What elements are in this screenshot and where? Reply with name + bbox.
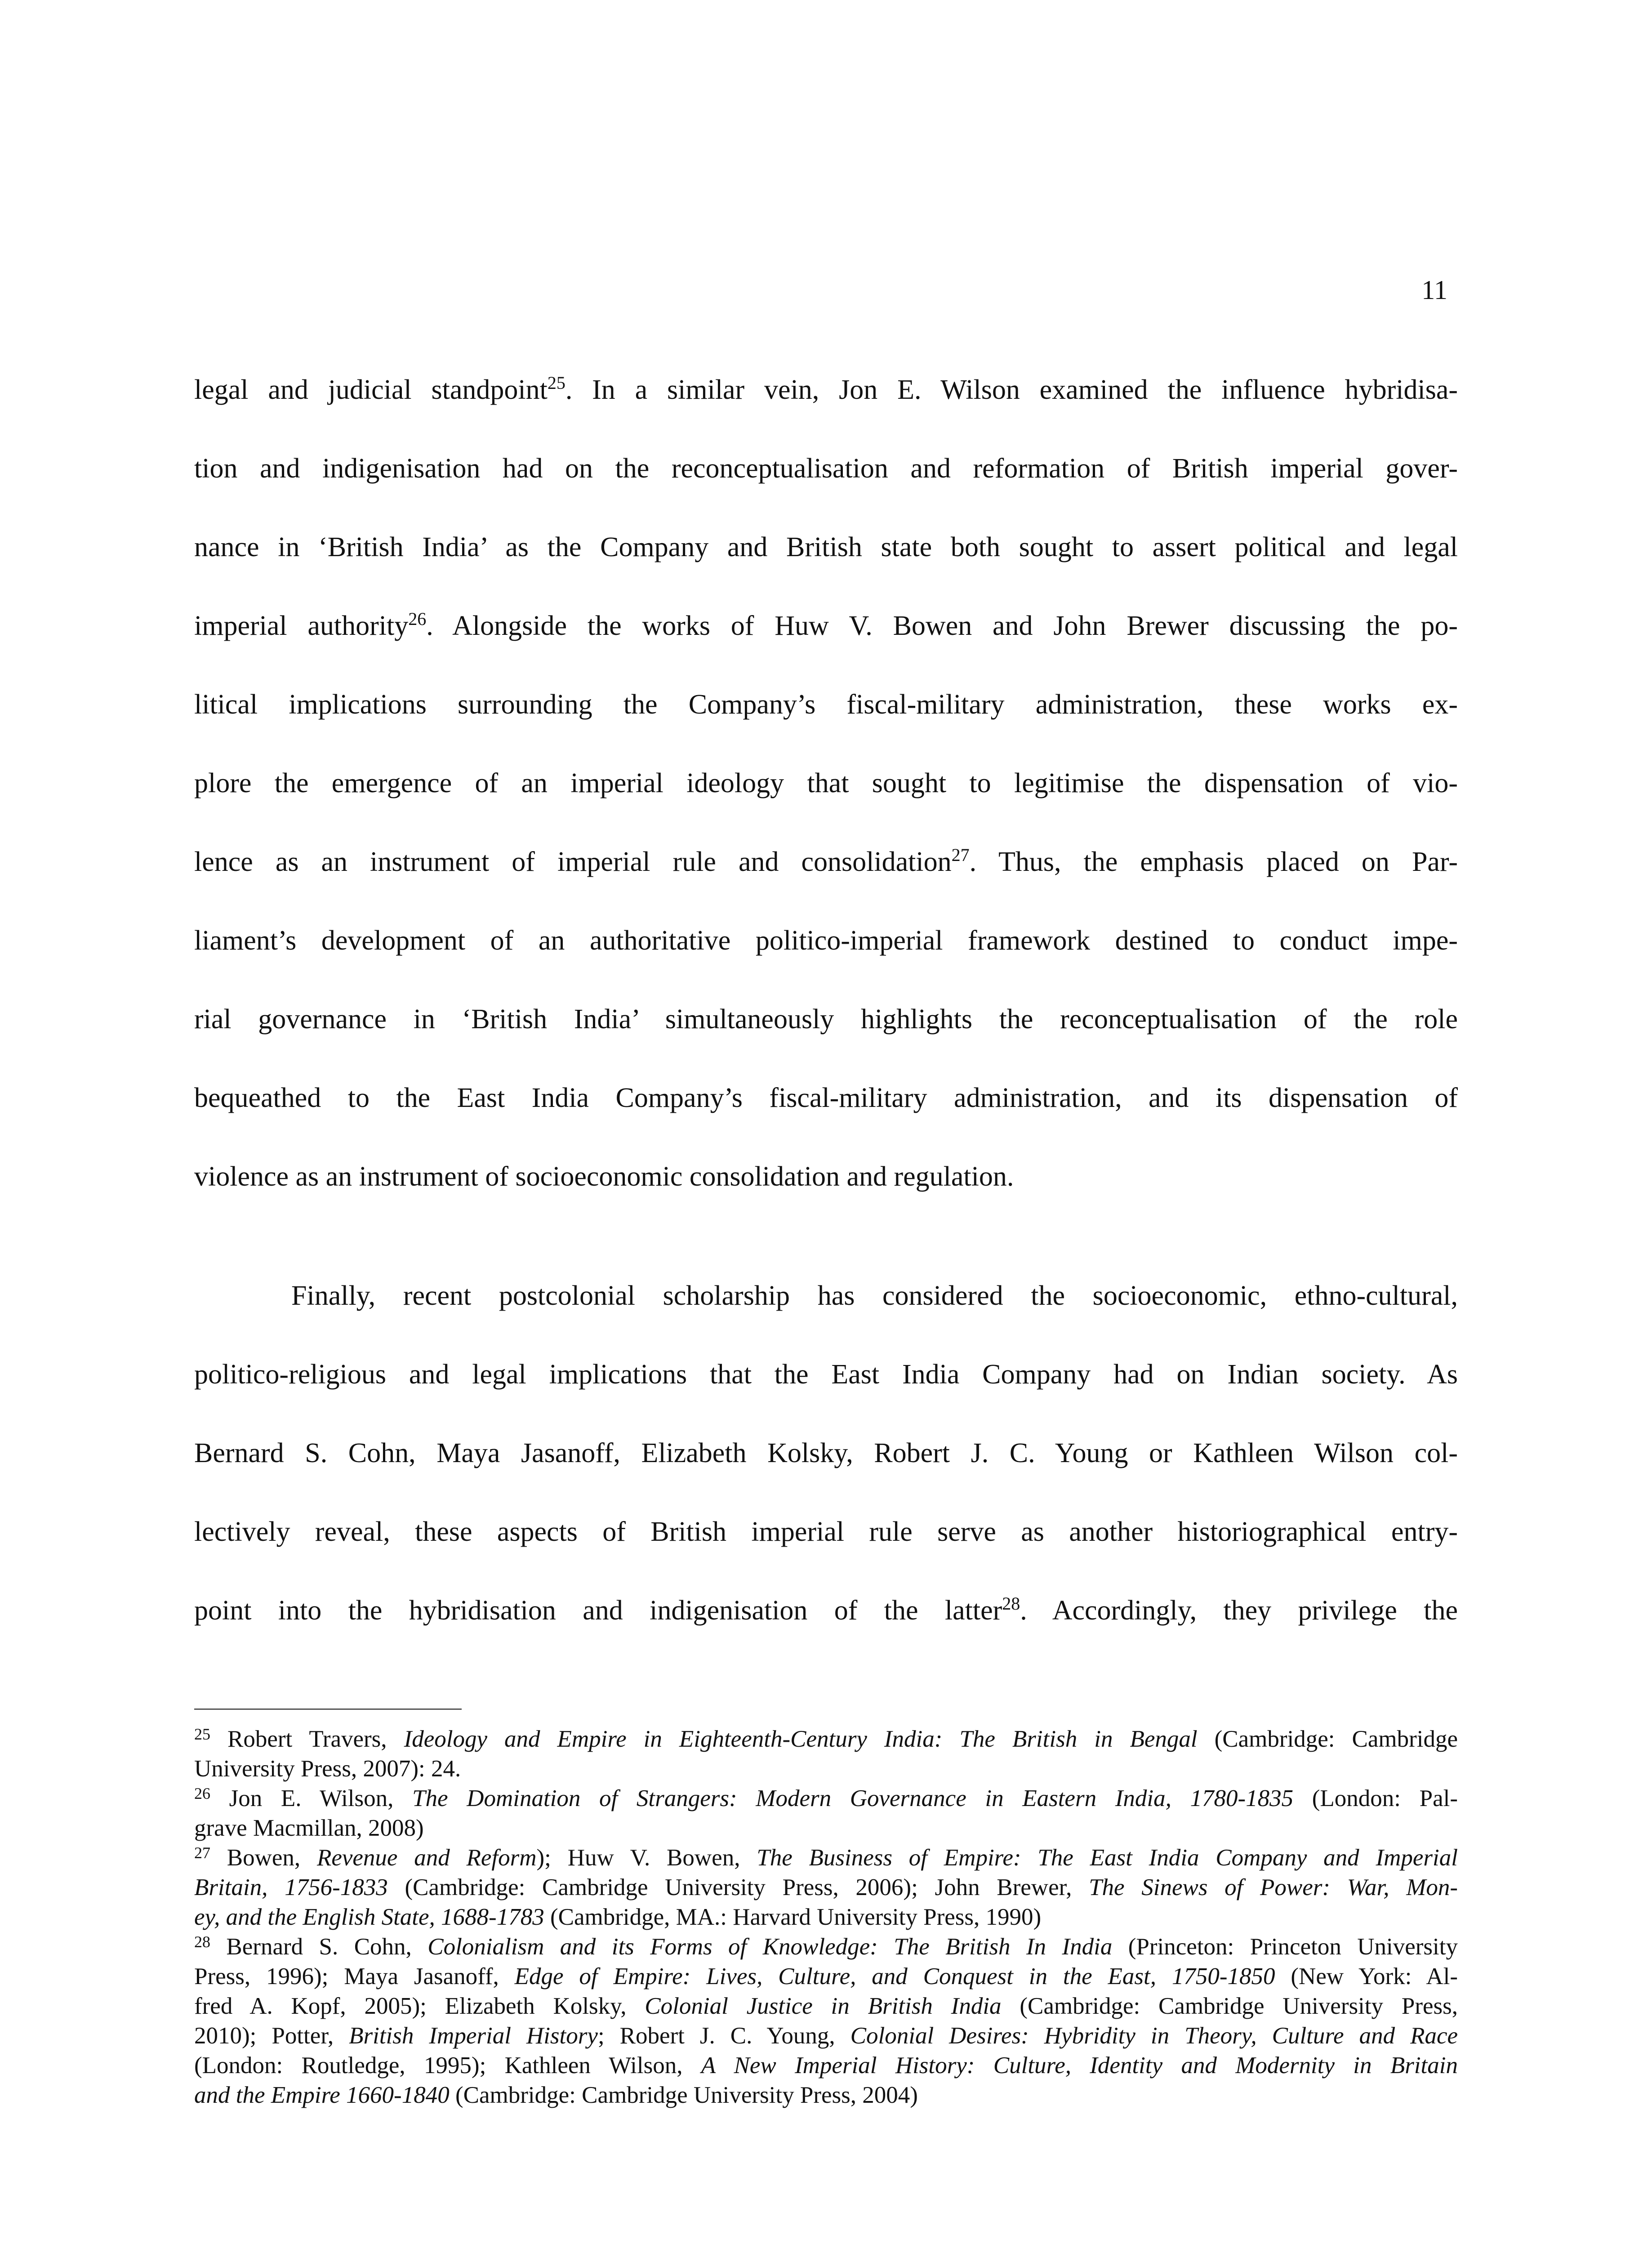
footnote-marker: 27 [951, 845, 970, 865]
footnote-line: grave Macmillan, 2008) [194, 1815, 424, 1841]
paragraph-gap [194, 1239, 1458, 1279]
body-text [194, 373, 1458, 1673]
footnotes [194, 1724, 1458, 2110]
text-line: Finally, recent postcolonial scholarship has considered the socioeconomic, ethno-cultural, [291, 1280, 1458, 1311]
text-line: liament’s development of an authoritative politico-imperial framework destined to conduct impe- [194, 925, 1458, 956]
footnote-line: Press, 1996); Maya Jasanoff, Edge of Empire: Lives, Culture, and Conquest in the East, 1750-1850 (New York: Al- [194, 1963, 1458, 1989]
footnote-line: fred A. Kopf, 2005); Elizabeth Kolsky, Colonial Justice in British India (Cambridge: Cambridge University Press, [194, 1993, 1458, 2019]
text-line: tion and indigenisation had on the reconceptualisation and reformation of British imperial gover- [194, 453, 1458, 484]
footnote-separator [194, 1708, 462, 1710]
footnote-marker: 26 [408, 609, 427, 629]
text-line: point into the hybridisation and indigenisation of the latter$^{28}$. Accordingly, they privilege the [194, 1593, 1458, 1626]
footnote-line: University Press, 2007): 24. [194, 1756, 461, 1782]
footnote-marker: 25 [547, 373, 566, 393]
footnote-number: 25 [194, 1725, 210, 1743]
footnote-line: ey, and the English State, 1688-1783 (Cambridge, MA.: Harvard University Press, 1990) [194, 1904, 1042, 1930]
footnote-line: Britain, 1756-1833 (Cambridge: Cambridge University Press, 2006); John Brewer, The Sinews of Power: War, Mon- [194, 1874, 1458, 1900]
text-line: legal and judicial standpoint$^{25}$. In a similar vein, Jon E. Wilson examined the influence hybridisa- [194, 373, 1458, 405]
text-line: Bernard S. Cohn, Maya Jasanoff, Elizabeth Kolsky, Robert J. C. Young or Kathleen Wilson col- [194, 1438, 1458, 1468]
footnote-marker: 28 [1002, 1593, 1020, 1614]
footnote-line: $^{27}$ Bowen, Revenue and Reform); Huw V. Bowen, The Business of Empire: The East India Company and Imperial [194, 1844, 1458, 1871]
footnote-line: 2010); Potter, British Imperial History; Robert J. C. Young, Colonial Desires: Hybridity in Theory, Culture and Race [194, 2023, 1458, 2049]
text-line: litical implications surrounding the Company’s fiscal-military administration, these works ex- [194, 689, 1458, 720]
footnote-line: $^{25}$ Robert Travers, Ideology and Empire in Eighteenth-Century India: The British in Bengal (Cambridge: Cambridge [194, 1725, 1458, 1752]
text-line: nance in ‘British India’ as the Company and British state both sought to assert political and legal [194, 532, 1458, 562]
footnote-line: and the Empire 1660-1840 (Cambridge: Cambridge University Press, 2004) [194, 2082, 918, 2108]
footnote-line: $^{28}$ Bernard S. Cohn, Colonialism and its Forms of Knowledge: The British In India (Princeton: Princeton University [194, 1933, 1458, 1960]
footnote-number: 26 [194, 1784, 210, 1802]
footnote-line: (London: Routledge, 1995); Kathleen Wilson, A New Imperial History: Culture, Identity and Modernity in Britain [194, 2052, 1458, 2079]
text-line: lence as an instrument of imperial rule and consolidation$^{27}$. Thus, the emphasis placed on Par- [194, 845, 1458, 877]
text-line: plore the emergence of an imperial ideology that sought to legitimise the dispensation of vio- [194, 768, 1458, 798]
text-line: bequeathed to the East India Company’s fiscal-military administration, and its dispensation of [194, 1083, 1458, 1113]
footnote-number: 27 [194, 1844, 210, 1862]
text-line: rial governance in ‘British India’ simultaneously highlights the reconceptualisation of the role [194, 1004, 1458, 1035]
text-line: politico-religious and legal implications that the East India Company had on Indian society. As [194, 1359, 1458, 1390]
text-line: violence as an instrument of socioeconomic consolidation and regulation. [194, 1161, 1014, 1192]
text-line: imperial authority$^{26}$. Alongside the works of Huw V. Bowen and John Brewer discussing the po- [194, 609, 1458, 641]
footnote-number: 28 [194, 1933, 210, 1951]
footnote-line: $^{26}$ Jon E. Wilson, The Domination of Strangers: Modern Governance in Eastern India, 1780-1835 (London: Pal- [194, 1784, 1458, 1811]
page-number: 11 [1421, 275, 1447, 305]
text-line: lectively reveal, these aspects of British imperial rule serve as another historiographical entry- [194, 1517, 1458, 1547]
